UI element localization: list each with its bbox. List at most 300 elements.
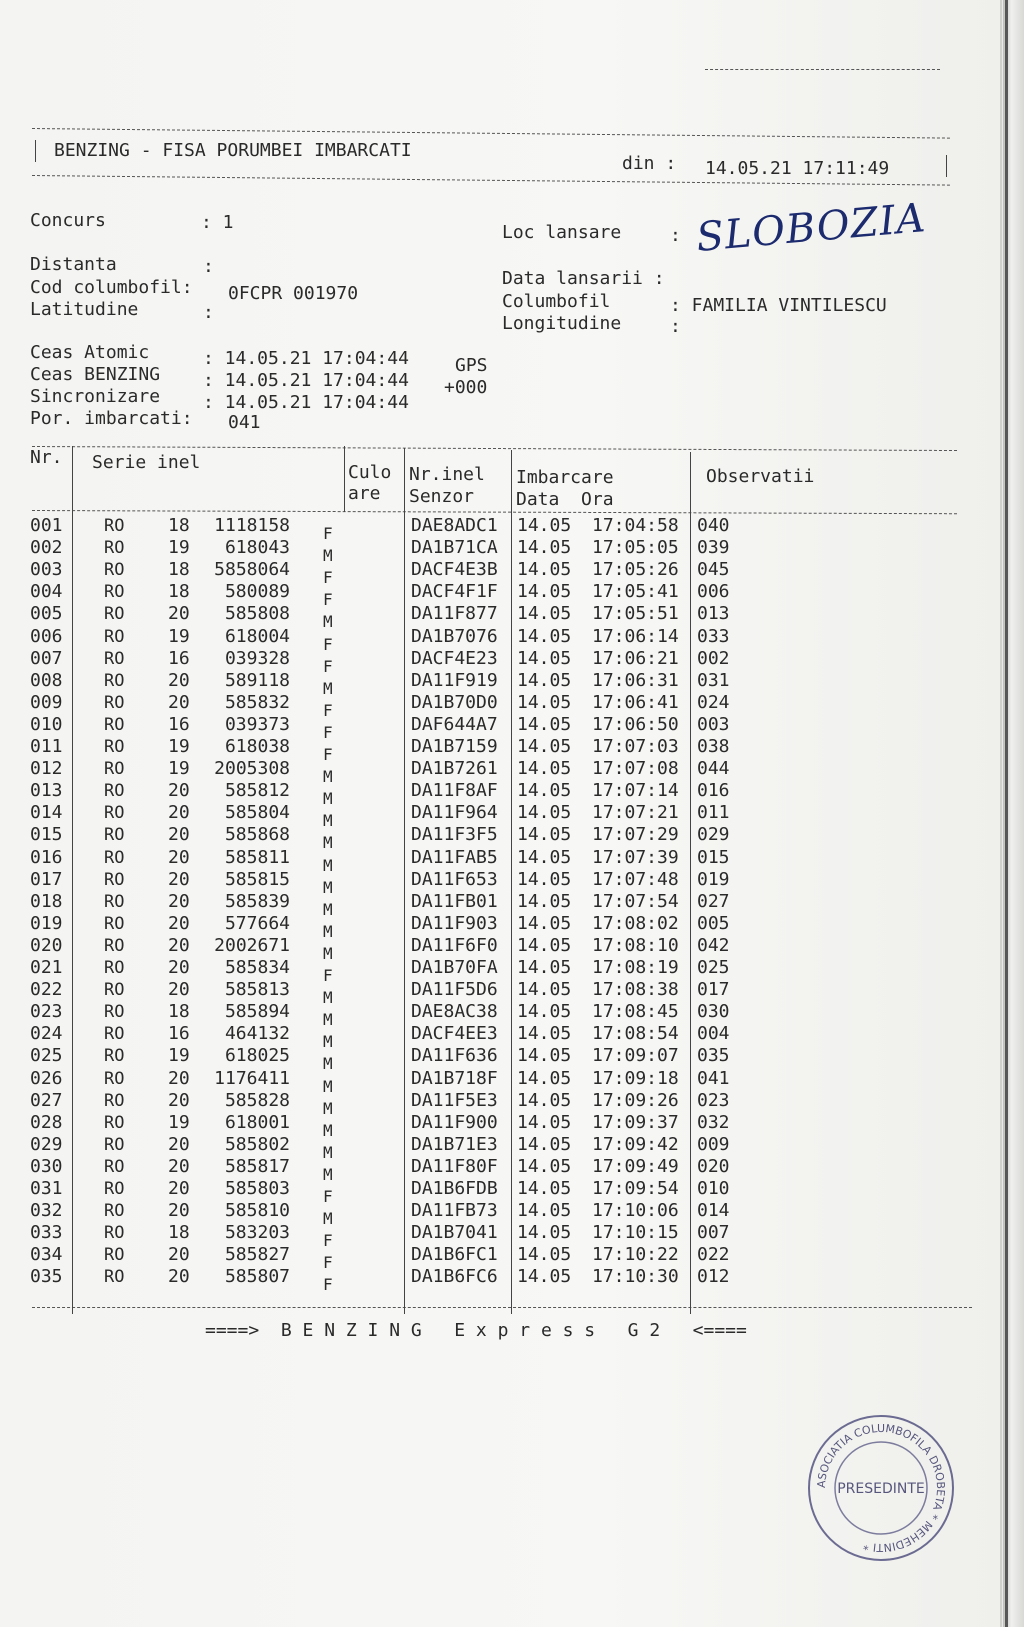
row-year: 20 — [168, 802, 190, 824]
row-sex: F — [323, 524, 333, 543]
row-year: 20 — [168, 780, 190, 802]
row-nr: 017 — [30, 868, 63, 890]
row-ring-number: 580089 — [224, 581, 290, 603]
row-country: RO — [104, 516, 125, 536]
row-country: RO — [104, 1112, 125, 1133]
table-row — [0, 1067, 950, 1096]
row-year: 20 — [168, 691, 190, 713]
table-row — [0, 1045, 950, 1074]
row-time: 17:07:29 — [592, 824, 679, 846]
row-sensor-ring: DA11F903 — [411, 912, 498, 934]
row-nr: 034 — [30, 1244, 63, 1266]
row-sensor-ring: DA11F919 — [411, 669, 498, 691]
row-date: 14.05 — [517, 1001, 572, 1023]
row-sex: F — [323, 1275, 333, 1295]
row-country: RO — [104, 538, 125, 559]
row-sex: M — [323, 1142, 333, 1162]
row-observatii: 029 — [697, 824, 730, 846]
data-lansarii-label: Data lansarii : — [502, 268, 665, 289]
row-time: 17:10:15 — [592, 1222, 679, 1244]
row-sex: M — [323, 833, 333, 853]
cod-columbofil-value: 0FCPR 001970 — [228, 283, 359, 304]
row-sex: F — [323, 568, 333, 588]
table-row — [0, 1111, 950, 1140]
row-year: 20 — [168, 912, 190, 934]
table-row — [0, 1178, 950, 1206]
row-nr: 018 — [30, 890, 63, 912]
table-row — [0, 537, 950, 566]
row-nr: 030 — [30, 1155, 63, 1177]
row-observatii: 027 — [697, 890, 730, 912]
row-time: 17:09:07 — [592, 1045, 679, 1067]
row-observatii: 031 — [697, 669, 730, 691]
table-row — [0, 758, 950, 787]
row-country: RO — [104, 1134, 125, 1155]
row-ring-number: 618043 — [224, 537, 290, 559]
row-ring-number: 618001 — [224, 1111, 290, 1133]
row-time: 17:10:30 — [592, 1266, 679, 1288]
row-country: RO — [104, 1245, 125, 1266]
row-date: 14.05 — [517, 1089, 572, 1111]
ceas-benzing-value: : 14.05.21 17:04:44 — [203, 370, 409, 391]
row-time: 17:10:22 — [592, 1244, 679, 1266]
row-ring-number: 585804 — [224, 802, 290, 824]
table-row — [0, 1089, 950, 1118]
row-sensor-ring: DA11F6F0 — [411, 934, 498, 956]
row-nr: 007 — [30, 647, 63, 669]
table-row — [0, 824, 950, 853]
row-observatii: 003 — [697, 713, 730, 735]
row-year: 16 — [168, 1023, 190, 1045]
row-sensor-ring: DAF644A7 — [411, 713, 498, 735]
row-country: RO — [104, 714, 125, 735]
row-observatii: 007 — [697, 1222, 730, 1244]
row-country: RO — [104, 847, 125, 868]
row-country: RO — [104, 670, 125, 691]
row-observatii: 020 — [697, 1155, 730, 1177]
row-ring-number: 583203 — [224, 1222, 290, 1244]
row-year: 20 — [168, 1155, 190, 1177]
row-sensor-ring: DA1B6FC6 — [411, 1266, 498, 1288]
row-sex: F — [323, 1187, 333, 1206]
row-date: 14.05 — [517, 1111, 572, 1133]
row-nr: 013 — [30, 780, 63, 802]
row-year: 19 — [168, 537, 190, 559]
ceas-atomic-suffix: GPS — [455, 355, 488, 376]
row-year: 19 — [168, 1111, 190, 1133]
row-country: RO — [104, 582, 125, 603]
row-year: 20 — [168, 603, 190, 625]
row-sex: F — [323, 745, 333, 764]
row-time: 17:06:21 — [592, 647, 679, 669]
row-year: 20 — [168, 1178, 190, 1199]
row-date: 14.05 — [517, 515, 572, 536]
row-ring-number: 585868 — [224, 824, 290, 846]
row-ring-number: 1176411 — [214, 1067, 290, 1089]
row-date: 14.05 — [517, 1155, 572, 1177]
col-head-serie: Serie inel — [92, 452, 201, 473]
row-sensor-ring: DACF4EE3 — [411, 1023, 498, 1045]
row-country: RO — [104, 1201, 125, 1222]
row-date: 14.05 — [517, 1200, 572, 1222]
row-observatii: 022 — [697, 1244, 730, 1266]
row-time: 17:10:06 — [592, 1200, 679, 1222]
row-nr: 014 — [30, 802, 63, 824]
row-country: RO — [104, 825, 125, 846]
row-sex: M — [323, 1164, 333, 1184]
row-nr: 001 — [30, 515, 63, 536]
table-row — [0, 1133, 950, 1162]
row-country: RO — [104, 913, 125, 934]
top-dashed-line — [705, 69, 940, 70]
row-nr: 027 — [30, 1089, 63, 1111]
row-observatii: 041 — [697, 1067, 730, 1089]
row-sensor-ring: DAE8ADC1 — [411, 515, 498, 536]
row-country: RO — [104, 648, 125, 669]
table-row — [0, 581, 950, 610]
row-date: 14.05 — [517, 912, 572, 934]
table-row — [0, 1155, 950, 1184]
row-date: 14.05 — [517, 1133, 572, 1155]
row-observatii: 044 — [697, 758, 730, 780]
table-row — [0, 1200, 950, 1229]
row-time: 17:06:50 — [592, 713, 679, 735]
row-sex: M — [323, 767, 333, 787]
row-sensor-ring: DA11FB01 — [411, 890, 498, 912]
row-ring-number: 039373 — [224, 713, 290, 735]
row-time: 17:07:03 — [592, 736, 679, 757]
row-date: 14.05 — [517, 1178, 572, 1199]
row-year: 20 — [168, 1200, 190, 1222]
row-time: 17:09:18 — [592, 1067, 679, 1089]
row-country: RO — [104, 980, 125, 1001]
row-sex: M — [323, 988, 333, 1008]
table-row — [0, 846, 950, 875]
table-row — [0, 979, 950, 1008]
table-row — [0, 713, 950, 742]
row-sex: M — [323, 1054, 333, 1074]
row-ring-number: 585802 — [224, 1133, 290, 1155]
row-sex: F — [323, 966, 333, 985]
row-time: 17:08:54 — [592, 1023, 679, 1045]
row-ring-number: 585808 — [224, 603, 290, 625]
row-time: 17:05:41 — [592, 581, 679, 603]
row-ring-number: 585812 — [224, 780, 290, 802]
longitudine-label: Longitudine — [502, 313, 622, 334]
row-year: 18 — [168, 559, 190, 581]
association-stamp — [806, 1413, 956, 1563]
table-row — [0, 1222, 950, 1251]
row-date: 14.05 — [517, 1023, 572, 1045]
row-date: 14.05 — [517, 713, 572, 735]
row-sex: F — [323, 700, 333, 720]
row-year: 20 — [168, 890, 190, 912]
row-ring-number: 585827 — [224, 1244, 290, 1266]
table-row — [0, 912, 950, 941]
row-year: 20 — [168, 1133, 190, 1155]
row-year: 20 — [168, 868, 190, 890]
table-row — [0, 868, 950, 897]
row-country: RO — [104, 1046, 125, 1067]
row-ring-number: 2005308 — [214, 758, 290, 780]
row-nr: 009 — [30, 691, 63, 713]
row-sex: M — [323, 678, 333, 698]
row-country: RO — [104, 759, 125, 780]
row-sex: M — [323, 899, 333, 919]
row-time: 17:06:31 — [592, 669, 679, 691]
row-year: 19 — [168, 1045, 190, 1067]
row-time: 17:07:08 — [592, 758, 679, 780]
row-observatii: 030 — [697, 1001, 730, 1023]
document-title: BENZING - FISA PORUMBEI IMBARCATI — [54, 140, 412, 161]
row-observatii: 040 — [697, 515, 730, 536]
row-country: RO — [104, 1267, 125, 1288]
row-sensor-ring: DA11F877 — [411, 603, 498, 625]
row-sex: M — [323, 1120, 333, 1140]
col-head-imbarcare-2: Data Ora — [516, 489, 614, 510]
row-nr: 028 — [30, 1111, 63, 1133]
row-date: 14.05 — [517, 934, 572, 956]
table-row — [0, 934, 950, 963]
row-observatii: 006 — [697, 581, 730, 603]
row-country: RO — [104, 604, 125, 625]
row-sensor-ring: DA1B718F — [411, 1067, 498, 1089]
date-value: 14.05.21 17:11:49 — [705, 158, 890, 179]
row-nr: 004 — [30, 581, 63, 603]
row-time: 17:07:39 — [592, 846, 679, 868]
row-date: 14.05 — [517, 669, 572, 691]
concurs-label: Concurs — [30, 210, 106, 231]
row-date: 14.05 — [517, 736, 572, 757]
row-ring-number: 585807 — [224, 1266, 290, 1288]
row-nr: 015 — [30, 824, 63, 846]
row-sex: M — [323, 811, 333, 831]
row-nr: 026 — [30, 1067, 63, 1089]
row-date: 14.05 — [517, 957, 572, 978]
row-date: 14.05 — [517, 979, 572, 1001]
row-observatii: 024 — [697, 691, 730, 713]
row-year: 19 — [168, 736, 190, 757]
row-date: 14.05 — [517, 559, 572, 581]
row-sensor-ring: DA11FAB5 — [411, 846, 498, 868]
col-head-observatii: Observatii — [706, 466, 815, 487]
table-row — [0, 1001, 950, 1030]
row-country: RO — [104, 1179, 125, 1199]
row-date: 14.05 — [517, 868, 572, 890]
row-ring-number: 585832 — [224, 691, 290, 713]
row-sensor-ring: DA11F5D6 — [411, 979, 498, 1001]
row-nr: 002 — [30, 537, 63, 559]
row-ring-number: 585810 — [224, 1200, 290, 1222]
table-row — [0, 515, 950, 543]
row-sex: F — [323, 590, 333, 610]
row-date: 14.05 — [517, 1244, 572, 1266]
row-country: RO — [104, 1002, 125, 1023]
row-country: RO — [104, 869, 125, 890]
distanta-label: Distanta — [30, 254, 117, 275]
row-sex: M — [323, 1010, 333, 1030]
row-country: RO — [104, 560, 125, 581]
row-year: 18 — [168, 1222, 190, 1244]
row-time: 17:07:54 — [592, 890, 679, 912]
row-observatii: 033 — [697, 625, 730, 647]
row-observatii: 025 — [697, 957, 730, 978]
row-nr: 006 — [30, 625, 63, 647]
row-sex: M — [323, 921, 333, 941]
row-country: RO — [104, 1223, 125, 1244]
row-time: 17:08:45 — [592, 1001, 679, 1023]
table-row — [0, 625, 950, 654]
row-year: 20 — [168, 824, 190, 846]
row-ring-number: 589118 — [224, 669, 290, 691]
row-time: 17:07:14 — [592, 780, 679, 802]
row-date: 14.05 — [517, 625, 572, 647]
row-nr: 020 — [30, 934, 63, 956]
table-row — [0, 691, 950, 720]
row-sex: M — [323, 943, 333, 963]
row-sensor-ring: DAE8AC38 — [411, 1001, 498, 1023]
table-row — [0, 1244, 950, 1273]
row-country: RO — [104, 692, 125, 713]
sincronizare-label: Sincronizare — [30, 386, 161, 407]
table-row — [0, 780, 950, 809]
row-sensor-ring: DA11F900 — [411, 1111, 498, 1133]
row-nr: 012 — [30, 758, 63, 780]
row-date: 14.05 — [517, 581, 572, 603]
ceas-benzing-label: Ceas BENZING — [30, 364, 161, 385]
table-row — [0, 647, 950, 676]
row-sex: M — [323, 612, 333, 632]
row-ring-number: 585803 — [224, 1178, 290, 1199]
row-time: 17:08:10 — [592, 934, 679, 956]
row-sex: M — [323, 1076, 333, 1096]
row-year: 20 — [168, 934, 190, 956]
col-head-culoare-1: Culo — [348, 462, 392, 483]
row-observatii: 045 — [697, 559, 730, 581]
row-date: 14.05 — [517, 1266, 572, 1288]
row-observatii: 004 — [697, 1023, 730, 1045]
row-nr: 032 — [30, 1200, 63, 1222]
row-nr: 023 — [30, 1001, 63, 1023]
row-sensor-ring: DA11F80F — [411, 1155, 498, 1177]
paper-edge — [1003, 0, 1024, 1627]
row-date: 14.05 — [517, 1045, 572, 1067]
row-observatii: 038 — [697, 736, 730, 757]
col-head-nrinel-1: Nr.inel — [409, 464, 485, 485]
row-nr: 033 — [30, 1222, 63, 1244]
latitudine-label: Latitudine — [30, 299, 139, 320]
loc-lansare-sep: : — [670, 225, 681, 246]
row-sensor-ring: DA11F964 — [411, 802, 498, 824]
col-divider-culoare — [344, 446, 345, 512]
col-head-imbarcare-1: Imbarcare — [516, 467, 614, 488]
row-ring-number: 585817 — [224, 1155, 290, 1177]
row-country: RO — [104, 737, 125, 757]
row-sex: M — [323, 1032, 333, 1052]
table-row — [0, 1266, 950, 1295]
row-sex: M — [323, 877, 333, 897]
row-date: 14.05 — [517, 647, 572, 669]
row-time: 17:09:42 — [592, 1133, 679, 1155]
row-year: 19 — [168, 625, 190, 647]
row-nr: 029 — [30, 1133, 63, 1155]
header-right-border — [946, 155, 947, 177]
loc-lansare-handwritten: SLOBOZIA — [694, 195, 928, 261]
col-head-nr: Nr. — [30, 447, 63, 468]
table-row — [0, 559, 950, 588]
row-date: 14.05 — [517, 1222, 572, 1244]
row-nr: 035 — [30, 1266, 63, 1288]
row-nr: 016 — [30, 846, 63, 868]
row-date: 14.05 — [517, 780, 572, 802]
row-sensor-ring: DA11F636 — [411, 1045, 498, 1067]
table-row — [0, 802, 950, 831]
row-ring-number: 618025 — [224, 1045, 290, 1067]
row-nr: 005 — [30, 603, 63, 625]
cod-columbofil-label: Cod columbofil: — [30, 277, 193, 298]
row-date: 14.05 — [517, 603, 572, 625]
row-ring-number: 585813 — [224, 979, 290, 1001]
row-year: 20 — [168, 669, 190, 691]
row-time: 17:06:14 — [592, 625, 679, 647]
col-head-nrinel-2: Senzor — [409, 486, 475, 507]
date-label: din : — [622, 153, 677, 174]
row-observatii: 042 — [697, 934, 730, 956]
row-ring-number: 585815 — [224, 868, 290, 890]
row-year: 20 — [168, 1266, 190, 1288]
row-year: 20 — [168, 957, 190, 978]
row-ring-number: 585894 — [224, 1001, 290, 1023]
stamp-center-text: PRESEDINTE — [837, 1481, 925, 1497]
row-nr: 003 — [30, 559, 63, 581]
row-ring-number: 464132 — [224, 1023, 290, 1045]
row-sensor-ring: DA11F8AF — [411, 780, 498, 802]
row-country: RO — [104, 891, 125, 912]
ceas-atomic-label: Ceas Atomic — [30, 342, 150, 363]
row-time: 17:08:19 — [592, 957, 679, 978]
stamp-ring-text: ASOCIATIA COLUMBOFILA DROBETA * MEHEDINTI * — [814, 1421, 948, 1555]
row-ring-number: 2002671 — [214, 934, 290, 956]
row-observatii: 039 — [697, 537, 730, 559]
row-year: 20 — [168, 979, 190, 1001]
row-date: 14.05 — [517, 890, 572, 912]
row-sensor-ring: DA1B7041 — [411, 1222, 498, 1244]
row-sensor-ring: DA1B70D0 — [411, 691, 498, 713]
row-time: 17:09:54 — [592, 1178, 679, 1199]
row-sex: F — [323, 722, 333, 742]
row-ring-number: 618004 — [224, 625, 290, 647]
row-country: RO — [104, 958, 125, 978]
row-time: 17:05:26 — [592, 559, 679, 581]
row-country: RO — [104, 781, 125, 802]
row-sensor-ring: DA1B70FA — [411, 957, 498, 978]
sincronizare-value: : 14.05.21 17:04:44 — [203, 392, 409, 413]
row-ring-number: 1118158 — [214, 515, 290, 536]
row-time: 17:07:21 — [592, 802, 679, 824]
row-sex: F — [323, 1231, 333, 1251]
row-sensor-ring: DA1B71E3 — [411, 1133, 498, 1155]
row-date: 14.05 — [517, 1067, 572, 1089]
footer-banner: ====> B E N Z I N G E x p r e s s G 2 <==== — [205, 1320, 747, 1341]
row-ring-number: 585828 — [224, 1089, 290, 1111]
row-sensor-ring: DA11F653 — [411, 868, 498, 890]
row-observatii: 002 — [697, 647, 730, 669]
latitudine-value: : — [203, 302, 214, 323]
row-nr: 011 — [30, 736, 63, 757]
row-year: 16 — [168, 647, 190, 669]
header-left-border — [35, 140, 36, 162]
row-observatii: 010 — [697, 1178, 730, 1199]
